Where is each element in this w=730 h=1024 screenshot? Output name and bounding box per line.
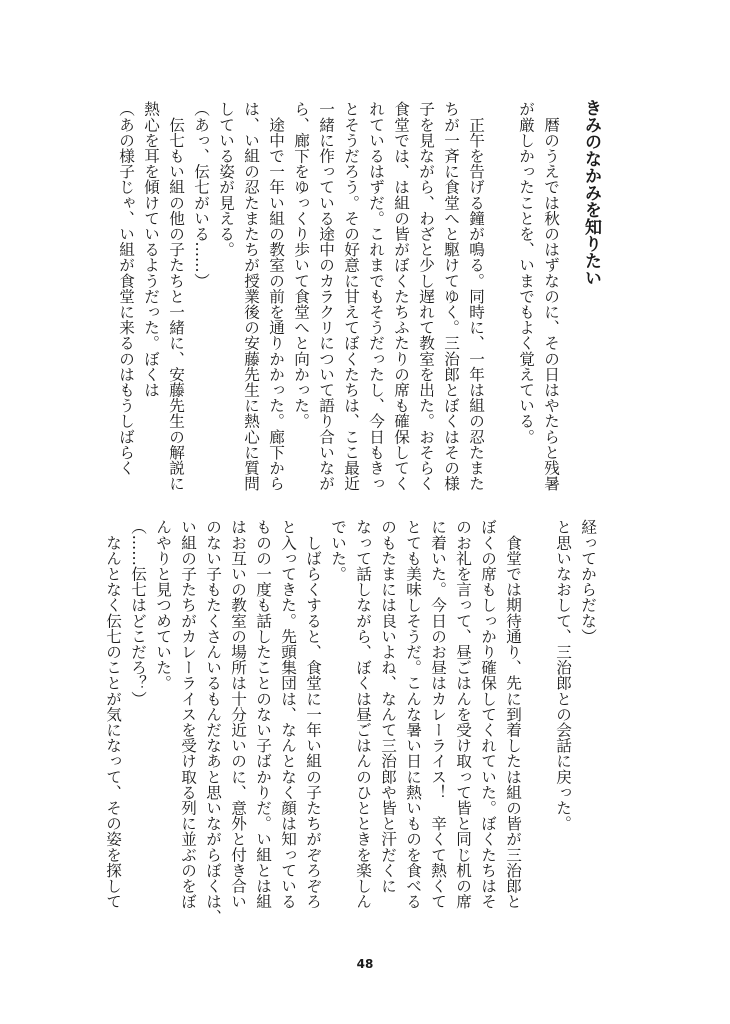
- text-line: （あの様子じゃ、い組が食堂に来るのはもうしばらく: [117, 101, 135, 476]
- text-line: なって話しながら、ぼくは昼ごはんのひとときを楽しん: [354, 519, 372, 909]
- text-line: のない子もたくさんいるもんだなあと思いながらぼくは、: [204, 519, 222, 925]
- page-number: 48: [356, 957, 374, 971]
- text-line: い組の子たちがカレーライスを受け取る列に並ぶのをぼ: [179, 519, 197, 909]
- text-line: （あっ、伝七がいる……）: [192, 101, 210, 289]
- text-line: 正午を告げる鐘が鳴る。同時に、一年は組の忍たまた: [467, 101, 485, 491]
- text-line: のお礼を言って、昼ごはんを受け取って皆と同じ机の席: [454, 519, 472, 909]
- text-line: に着いた。今日のお昼はカレーライス！ 辛くて熱くて: [429, 519, 447, 909]
- text-line: している姿が見える。: [217, 101, 235, 257]
- chapter-title: きみのなかみを知りたい: [581, 99, 601, 286]
- text-line: のもたまには良いよね、なんて三治郎や皆と汗だくに: [379, 519, 397, 894]
- text-line: [488, 101, 513, 496]
- text-line: と思いなおして、三治郎との会話に戻った。: [554, 519, 572, 831]
- text-line: 経ってからだな）: [579, 519, 597, 644]
- text-block-lower: [100, 519, 600, 925]
- text-line: が厳しかったことを、いまでもよく覚えている。: [517, 101, 535, 445]
- text-line: とそうだろう。その好意に甘えてぼくたちは、ここ最近: [342, 101, 360, 491]
- text-line: 熱心を耳を傾けているようだった。ぼくは: [142, 101, 160, 398]
- text-line: は、い組の忍たまたちが授業後の安藤先生に熱心に質問: [242, 101, 260, 491]
- text-line: ぼくの席もしっかり確保してくれていた。ぼくたちはそ: [479, 519, 497, 909]
- text-line: ちが一斉に食堂へと駆けてゆく。三治郎とぼくはその様: [442, 101, 460, 491]
- text-line: 食堂では期待通り、先に到着したは組の皆が三治郎と: [504, 519, 522, 909]
- text-line: 食堂では、は組の皆がぼくたちふたりの席も確保してく: [392, 101, 410, 491]
- text-line: [525, 519, 550, 914]
- text-line: 途中で一年い組の教室の前を通りかかった。廊下から: [267, 101, 285, 491]
- text-line: とても美味しそうだ。こんな暑い日に熱いものを食べる: [404, 519, 422, 909]
- text-line: 暦のうえでは秋のはずなのに、その日はやたらと残暑: [542, 101, 560, 491]
- text-line: 一緒に作っている途中のカラクリについて語り合いなが: [317, 101, 335, 491]
- text-line: ら、廊下をゆっくり歩いて食堂へと向かった。: [292, 101, 310, 429]
- text-line: しばらくすると、食堂に一年い組の子たちがぞろぞろ: [304, 519, 322, 909]
- text-line: んやりと見つめていた。: [154, 519, 172, 691]
- text-block-upper: [113, 101, 563, 496]
- text-line: 子を見ながら、わざと少し遅れて教室を出た。おそらく: [417, 101, 435, 491]
- text-line: 伝七もい組の他の子たちと一緒に、安藤先生の解説に: [167, 101, 185, 491]
- text-line: （……伝七はどこだろ？）: [129, 519, 147, 707]
- text-line: なんとなく伝七のことが気になって、その姿を探して: [104, 519, 122, 909]
- text-line: れているはずだ。これまでもそうだったし、今日もきっ: [367, 101, 385, 491]
- text-line: ものの一度も話したことのない子ばかりだ。い組とは組: [254, 519, 272, 909]
- text-line: はお互いの教室の場所は十分近いのに、意外と付き合い: [229, 519, 247, 909]
- text-line: と入ってきた。先頭集団は、なんとなく顔は知っている: [279, 519, 297, 909]
- text-line: でいた。: [329, 519, 347, 582]
